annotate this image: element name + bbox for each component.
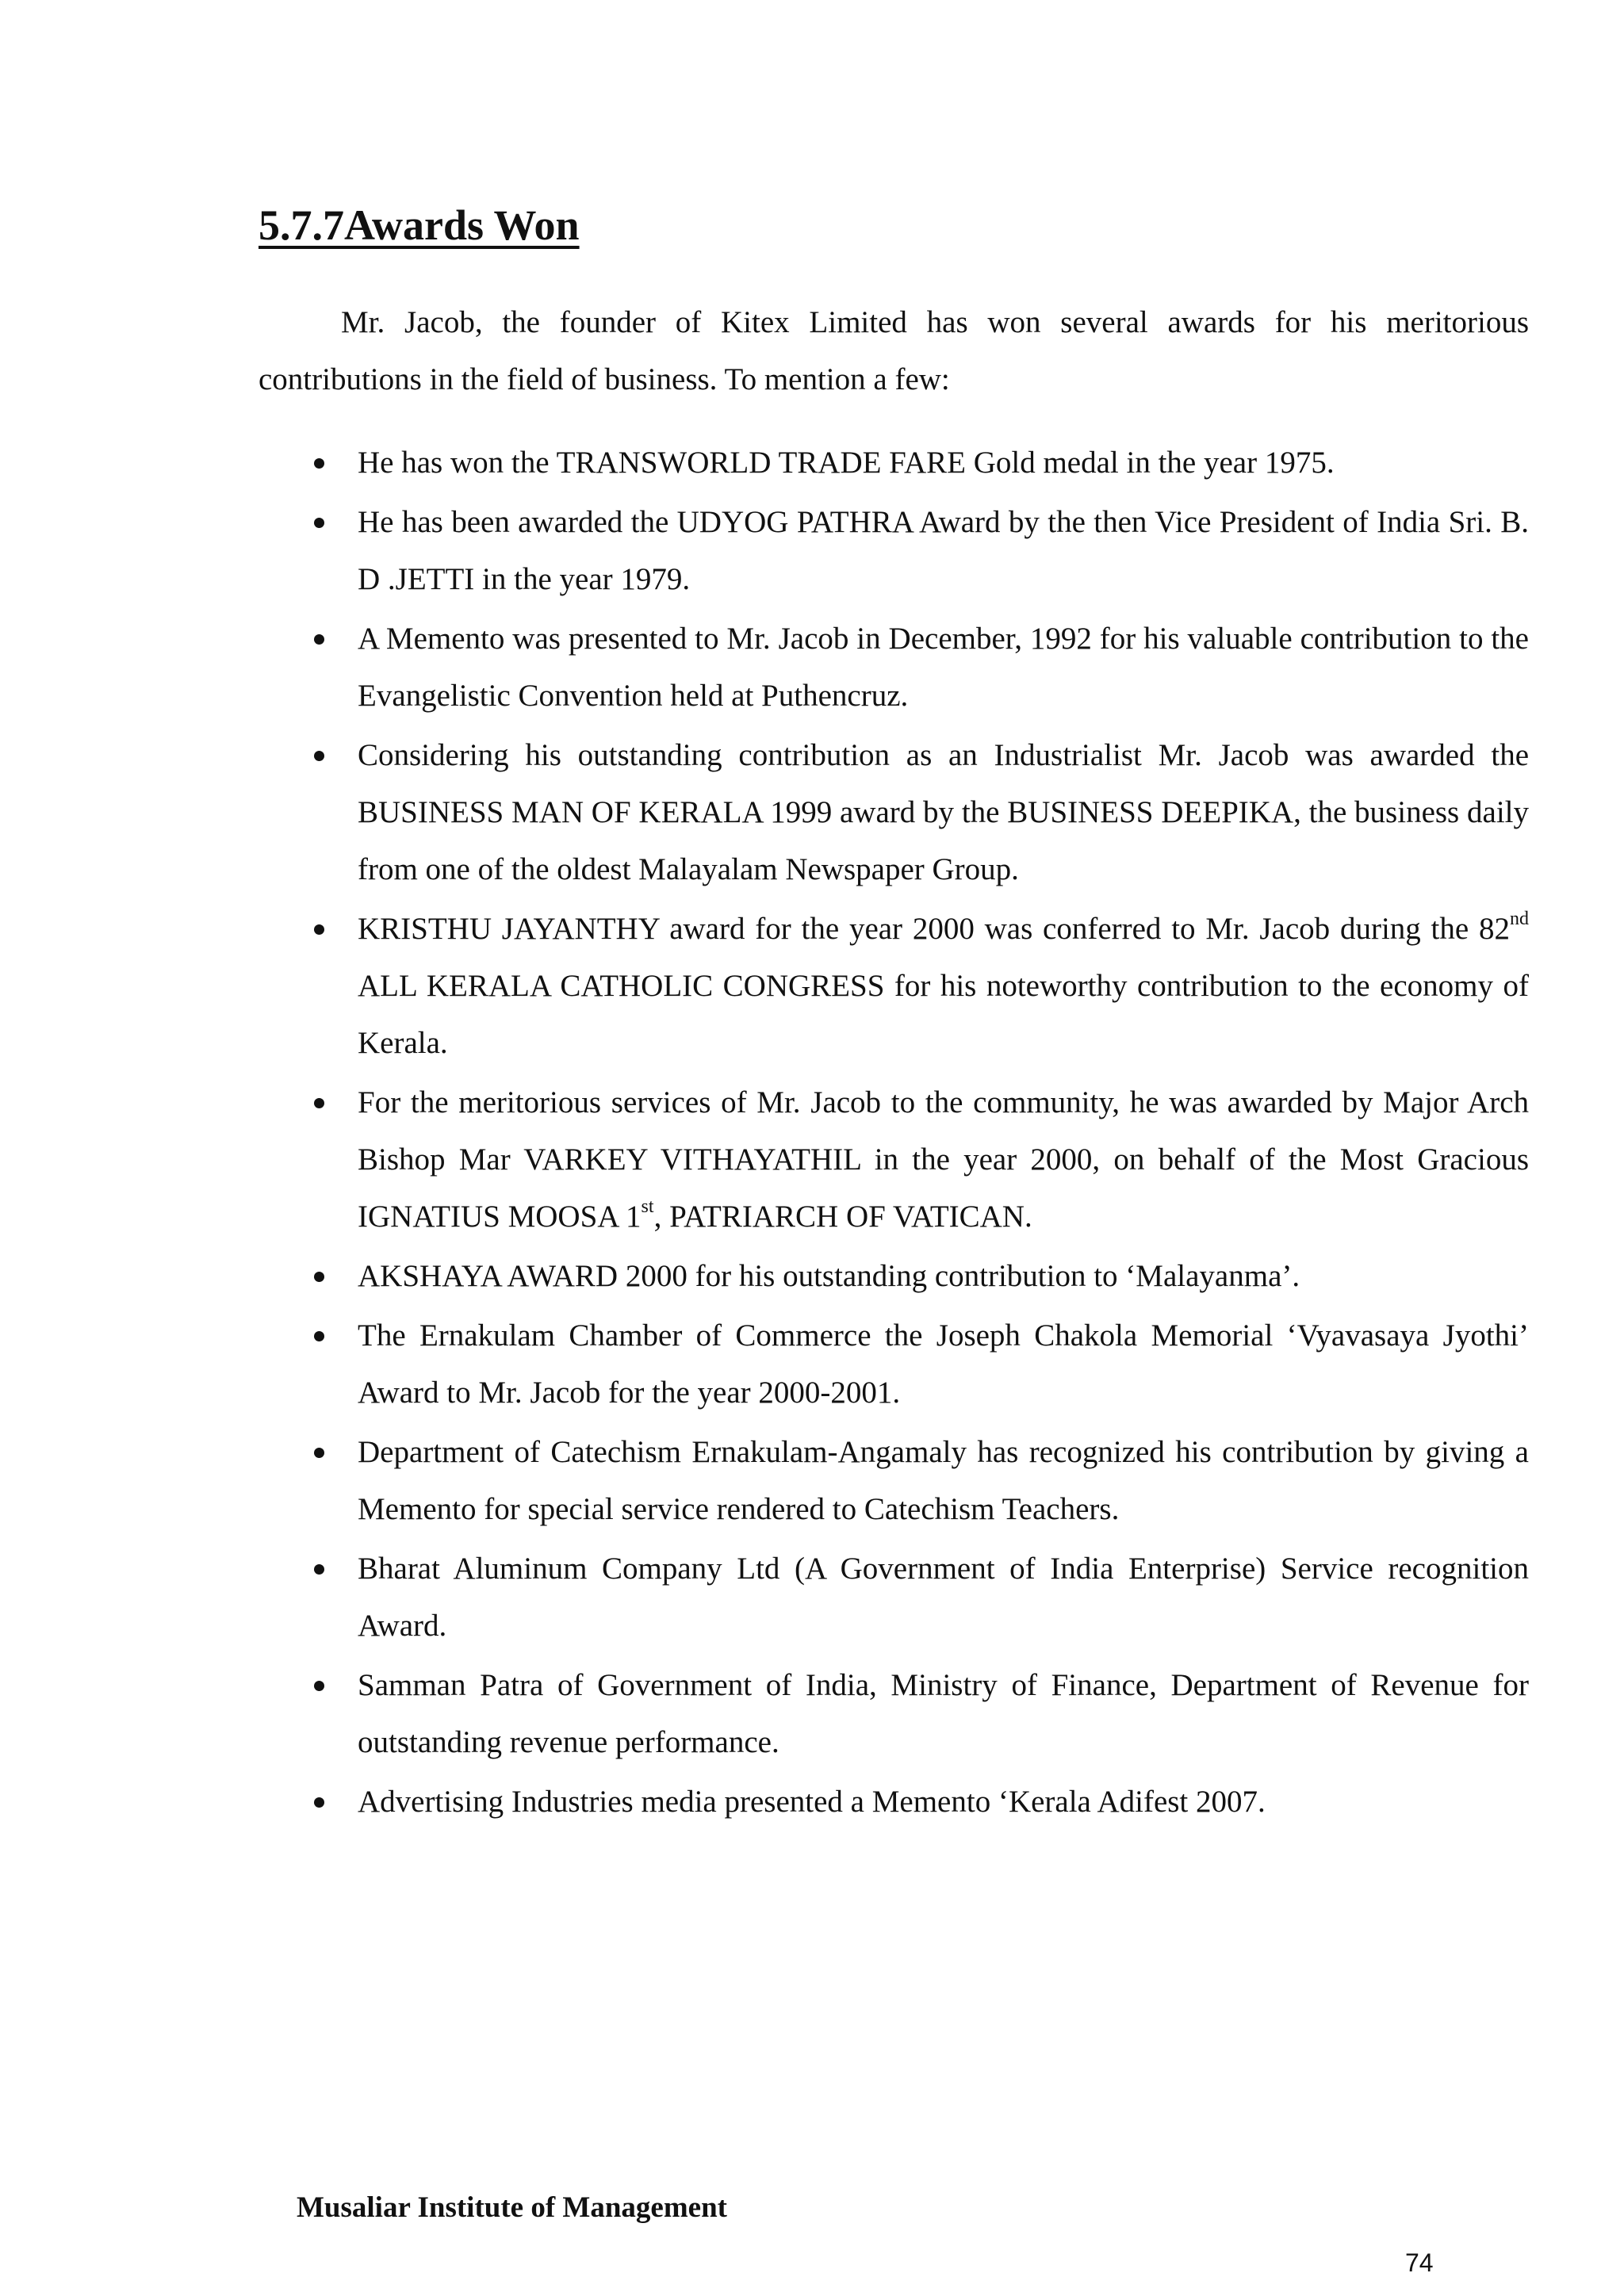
bullet-icon xyxy=(307,494,331,551)
bullet-icon xyxy=(307,1074,331,1131)
award-text: KRISTHU JAYANTHY award for the year 2000 was conferred to Mr. Jacob during the 82nd ALL KERALA CATHOLIC CONGRESS for his noteworthy contribution to the economy of Kerala. xyxy=(358,909,1529,1060)
bullet-icon xyxy=(307,1657,331,1714)
award-text: A Memento was presented to Mr. Jacob in December, 1992 for his valuable contribution to the Evangelistic Convention held at Puthencruz. xyxy=(358,622,1529,713)
award-text: For the meritorious services of Mr. Jacob to the community, he was awarded by Major Arch Bishop Mar VARKEY VITHAYATHIL in the year 2000, on behalf of the Most Gracious IGNATIUS MOOSA 1st, PATRIARCH OF VATICAN. xyxy=(358,1085,1529,1234)
list-item xyxy=(259,727,1529,898)
award-text: Advertising Industries media presented a Memento ‘Kerala Adifest 2007. xyxy=(358,1785,1266,1819)
award-text: AKSHAYA AWARD 2000 for his outstanding contribution to ‘Malayanma’. xyxy=(358,1259,1300,1293)
ordinal-superscript: st xyxy=(641,1196,654,1217)
list-item xyxy=(259,1424,1529,1538)
list-item xyxy=(259,1248,1529,1305)
bullet-icon xyxy=(307,1540,331,1598)
list-item xyxy=(259,1307,1529,1422)
award-text: Considering his outstanding contribution as an Industrialist Mr. Jacob was awarded the BUSINESS MAN OF KERALA 1999 award by the BUSINESS DEEPIKA, the business daily from one of the oldest Malayalam Newspaper Group. xyxy=(358,738,1529,886)
list-item xyxy=(259,1074,1529,1246)
list-item xyxy=(259,1774,1529,1831)
list-item xyxy=(259,494,1529,608)
bullet-icon xyxy=(307,1307,331,1364)
bullet-icon xyxy=(307,610,331,668)
intro-paragraph: Mr. Jacob, the founder of Kitex Limited has won several awards for his meritorious contributions in the field of business. To mention a few: xyxy=(259,305,1529,396)
awards-list xyxy=(259,434,1529,1833)
award-text: He has been awarded the UDYOG PATHRA Award by the then Vice President of India Sri. B. D .JETTI in the year 1979. xyxy=(358,505,1529,596)
section-heading: 5.7.7Awards Won xyxy=(259,201,580,249)
footer-institute-name: Musaliar Institute of Management xyxy=(297,2191,727,2224)
award-text: Samman Patra of Government of India, Ministry of Finance, Department of Revenue for outstanding revenue performance. xyxy=(358,1668,1529,1759)
list-item xyxy=(259,610,1529,725)
list-item xyxy=(259,1657,1529,1771)
bullet-icon xyxy=(307,1248,331,1305)
award-text: He has won the TRANSWORLD TRADE FARE Gold medal in the year 1975. xyxy=(358,446,1335,480)
list-item xyxy=(259,434,1529,492)
page-number: 74 xyxy=(1405,2248,1434,2277)
bullet-icon xyxy=(307,434,331,492)
bullet-icon xyxy=(307,901,331,958)
bullet-icon xyxy=(307,727,331,784)
award-text: Department of Catechism Ernakulam-Angamaly has recognized his contribution by giving a Memento for special service rendered to Catechism Teachers. xyxy=(358,1435,1529,1526)
award-text: The Ernakulam Chamber of Commerce the Joseph Chakola Memorial ‘Vyavasaya Jyothi’ Award to Mr. Jacob for the year 2000-2001. xyxy=(358,1318,1529,1410)
ordinal-superscript: nd xyxy=(1510,909,1529,929)
list-item xyxy=(259,1540,1529,1655)
bullet-icon xyxy=(307,1774,331,1831)
bullet-icon xyxy=(307,1424,331,1481)
list-item xyxy=(259,901,1529,1072)
award-text: Bharat Aluminum Company Ltd (A Government of India Enterprise) Service recognition Award. xyxy=(358,1552,1529,1643)
